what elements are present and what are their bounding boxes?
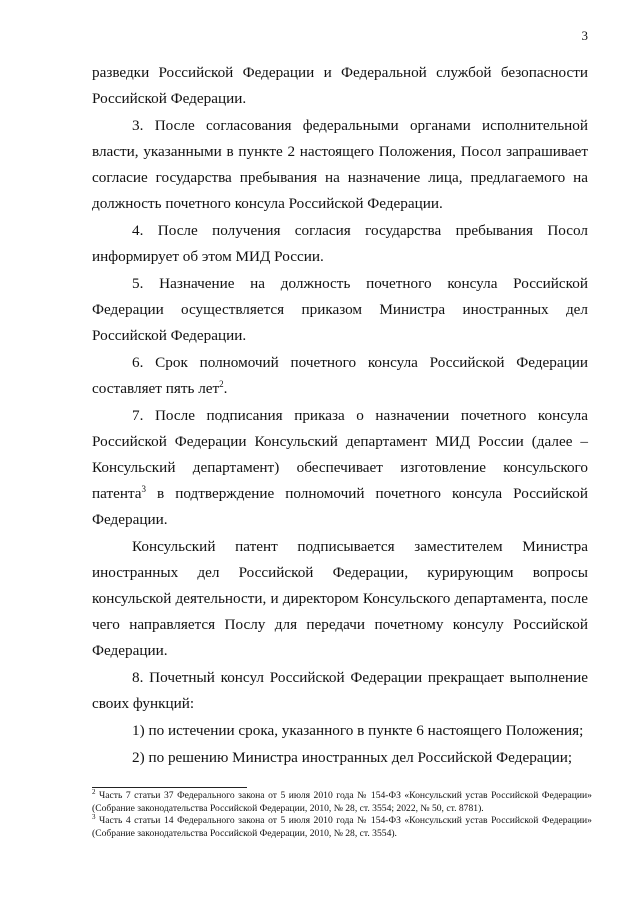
- page-number: 3: [581, 28, 588, 43]
- paragraph-item-7-end: в подтверждение полномочий почетного консула Российской Федерации.: [92, 485, 588, 528]
- footnote-3: [92, 812, 592, 840]
- paragraph-item-7: [92, 403, 588, 533]
- paragraph-patent: Консульский патент подписывается заместителем Министра иностранных дел Российской Федерации, курирующим вопросы консульской деятельности, и директором Консульского департамента, после чего направляется Послу для передачи почетному консулу Российской Федерации.: [92, 538, 588, 659]
- paragraph-item-6: [92, 350, 588, 402]
- footnote-2: [92, 787, 592, 815]
- footnote-ref-3[interactable]: 3: [141, 483, 147, 494]
- paragraph-item-5: 5. Назначение на должность почетного консула Российской Федерации осуществляется приказом Министра иностранных дел Российской Федерации.: [92, 275, 588, 344]
- paragraph-continuation: разведки Российской Федерации и Федеральной службой безопасности Российской Федерации.: [92, 64, 588, 107]
- paragraph-item-7-text: 7. После подписания приказа о назначении почетного консула Российской Федерации Консульский департамент МИД России (далее – Консульский департамент) обеспечивает изготовление консульского патента: [92, 407, 588, 502]
- list-item: 2) по решению Министра иностранных дел Российской Федерации;: [132, 749, 573, 766]
- footnotes: [92, 787, 592, 840]
- paragraph-item-4: 4. После получения согласия государства пребывания Посол информирует об этом МИД России.: [92, 222, 588, 265]
- body-text: [92, 60, 588, 771]
- paragraph-item-6-text: 6. Срок полномочий почетного консула Российской Федерации составляет пять лет: [92, 354, 588, 397]
- list-item: 1) по истечении срока, указанного в пункте 6 настоящего Положения;: [132, 722, 584, 739]
- footnote-mark: 3: [92, 812, 96, 821]
- paragraph-item-8: 8. Почетный консул Российской Федерации прекращает выполнение своих функций:: [92, 669, 588, 712]
- paragraph-item-6-end: .: [223, 380, 228, 397]
- footnote-text: Часть 7 статьи 37 Федерального закона от 5 июля 2010 года № 154-ФЗ «Консульский устав Российской Федерации» (Собрание законодательства Российской Федерации, 2010, № 28, ст. 3554; 2022, № 50, ст. 8781).: [92, 790, 592, 814]
- footnote-text: Часть 4 статьи 14 Федерального закона от 5 июля 2010 года № 154-ФЗ «Консульский устав Российской Федерации» (Собрание законодательства Российской Федерации, 2010, № 28, ст. 3554).: [92, 815, 592, 839]
- paragraph-item-3: 3. После согласования федеральными органами исполнительной власти, указанными в пункте 2 настоящего Положения, Посол запрашивает согласие государства пребывания на назначение лица, предлагаемого на должность почетного консула Российской Федерации.: [92, 117, 588, 212]
- footnote-mark: 2: [92, 787, 96, 796]
- footnote-ref-2[interactable]: 2: [219, 378, 224, 389]
- footnote-divider: [92, 787, 247, 788]
